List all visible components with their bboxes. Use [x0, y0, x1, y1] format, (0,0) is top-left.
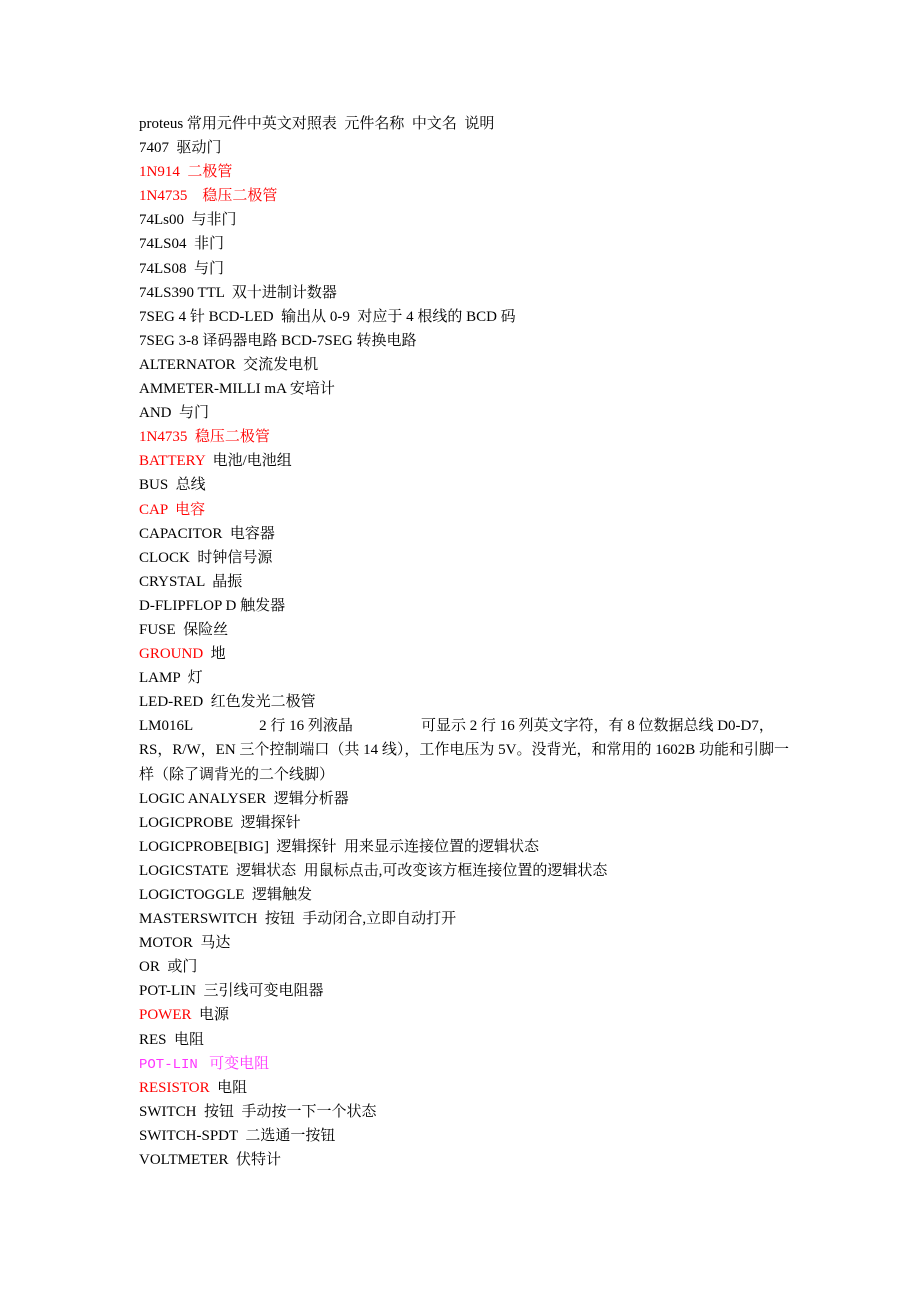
component-line [139, 257, 789, 281]
component-text: 74Ls00 与非门 [139, 212, 237, 229]
component-text: LOGICSTATE 逻辑状态 用鼠标点击,可改变该方框连接位置的逻辑状态 [139, 862, 608, 879]
component-text: LOGIC ANALYSER 逻辑分析器 [139, 790, 349, 807]
component-line [139, 594, 789, 618]
component-line [139, 666, 789, 690]
component-desc: 电阻 [209, 1079, 248, 1096]
component-list-part1 [139, 112, 789, 714]
component-line [139, 1052, 789, 1076]
component-line [139, 907, 789, 931]
component-text: BUS 总线 [139, 477, 206, 494]
component-text: D-FLIPFLOP D 触发器 [139, 597, 286, 614]
component-line [139, 690, 789, 714]
component-line [139, 498, 789, 522]
component-text: 1N914 二极管 [139, 164, 233, 181]
component-line [139, 473, 789, 497]
component-text: MOTOR 马达 [139, 935, 231, 952]
component-line [139, 1028, 789, 1052]
lm016l-name: LM016L [139, 718, 194, 735]
component-text: POT-LIN 三引线可变电阻器 [139, 983, 324, 1000]
component-line [139, 931, 789, 955]
component-line [139, 401, 789, 425]
component-line [139, 1003, 789, 1027]
component-line [139, 112, 789, 136]
component-line [139, 449, 789, 473]
component-line [139, 353, 789, 377]
component-line [139, 281, 789, 305]
component-text: 1N4735 稳压二极管 [139, 188, 278, 205]
component-text: AMMETER-MILLI mA 安培计 [139, 381, 335, 398]
component-text: OR 或门 [139, 959, 198, 976]
component-line [139, 811, 789, 835]
component-line [139, 835, 789, 859]
component-text: LED-RED 红色发光二极管 [139, 694, 316, 711]
component-text: 7407 驱动门 [139, 140, 222, 157]
component-line [139, 136, 789, 160]
component-text: CRYSTAL 晶振 [139, 573, 243, 590]
component-text: 1N4735 稳压二极管 [139, 429, 270, 446]
component-text: proteus 常用元件中英文对照表 元件名称 中文名 说明 [139, 116, 495, 132]
component-line [139, 1124, 789, 1148]
component-desc: 电池/电池组 [205, 453, 292, 470]
component-text: CAPACITOR 电容器 [139, 525, 275, 542]
component-line [139, 425, 789, 449]
component-text: SWITCH-SPDT 二选通一按钮 [139, 1127, 336, 1144]
component-text: FUSE 保险丝 [139, 621, 229, 638]
component-name: POT-LIN [139, 1056, 198, 1073]
component-line [139, 522, 789, 546]
component-line [139, 184, 789, 208]
component-text: LOGICPROBE[BIG] 逻辑探针 用来显示连接位置的逻辑状态 [139, 838, 539, 855]
component-text: ALTERNATOR 交流发电机 [139, 356, 319, 373]
lm016l-desc: 可显示 2 行 16 列英文字符，有 8 位数据总线 D0-D7，RS，R/W，EN 三个控制端口（共 14 线），工作电压为 5V。没背光，和常用的 1602B 功能和引脚一样（除了调背光的二个线脚） [139, 718, 790, 783]
component-text: 7SEG 3-8 译码器电路 BCD-7SEG 转换电路 [139, 332, 417, 349]
component-text: MASTERSWITCH 按钮 手动闭合,立即自动打开 [139, 911, 457, 928]
component-line [139, 642, 789, 666]
component-text: 7SEG 4 针 BCD-LED 输出从 0-9 对应于 4 根线的 BCD 码 [139, 308, 516, 325]
component-text: RES 电阻 [139, 1031, 205, 1048]
lm016l-entry [139, 714, 789, 786]
component-name: POWER [139, 1007, 192, 1024]
component-line [139, 979, 789, 1003]
component-text: SWITCH 按钮 手动按一下一个状态 [139, 1103, 377, 1120]
component-line [139, 883, 789, 907]
component-line [139, 787, 789, 811]
component-text: LAMP 灯 [139, 670, 203, 687]
component-line [139, 232, 789, 256]
component-line [139, 1148, 789, 1172]
component-line [139, 955, 789, 979]
component-text: 74LS04 非门 [139, 236, 225, 253]
component-line [139, 377, 789, 401]
component-text: 74LS08 与门 [139, 260, 225, 277]
component-desc: 可变电阻 [197, 1055, 270, 1072]
component-name: GROUND [139, 646, 204, 663]
component-line [139, 570, 789, 594]
component-desc: 地 [203, 646, 226, 663]
component-text: VOLTMETER 伏特计 [139, 1152, 281, 1169]
component-line [139, 160, 789, 184]
component-name: RESISTOR [139, 1079, 210, 1096]
component-name: BATTERY [139, 453, 206, 470]
component-line [139, 546, 789, 570]
component-line [139, 305, 789, 329]
component-text: 74LS390 TTL 双十进制计数器 [139, 284, 337, 301]
component-line [139, 618, 789, 642]
document-page [139, 112, 789, 1172]
component-line [139, 329, 789, 353]
component-line [139, 859, 789, 883]
component-line [139, 208, 789, 232]
component-text: LOGICPROBE 逻辑探针 [139, 814, 301, 831]
component-line [139, 1076, 789, 1100]
component-list-part2 [139, 787, 789, 1173]
component-line [139, 1100, 789, 1124]
component-desc: 电源 [191, 1007, 230, 1024]
component-text: AND 与门 [139, 405, 209, 422]
component-text: CAP 电容 [139, 501, 206, 518]
component-text: LOGICTOGGLE 逻辑触发 [139, 887, 313, 903]
component-text: CLOCK 时钟信号源 [139, 549, 273, 566]
lm016l-cn: 2 行 16 列液晶 [259, 718, 353, 735]
